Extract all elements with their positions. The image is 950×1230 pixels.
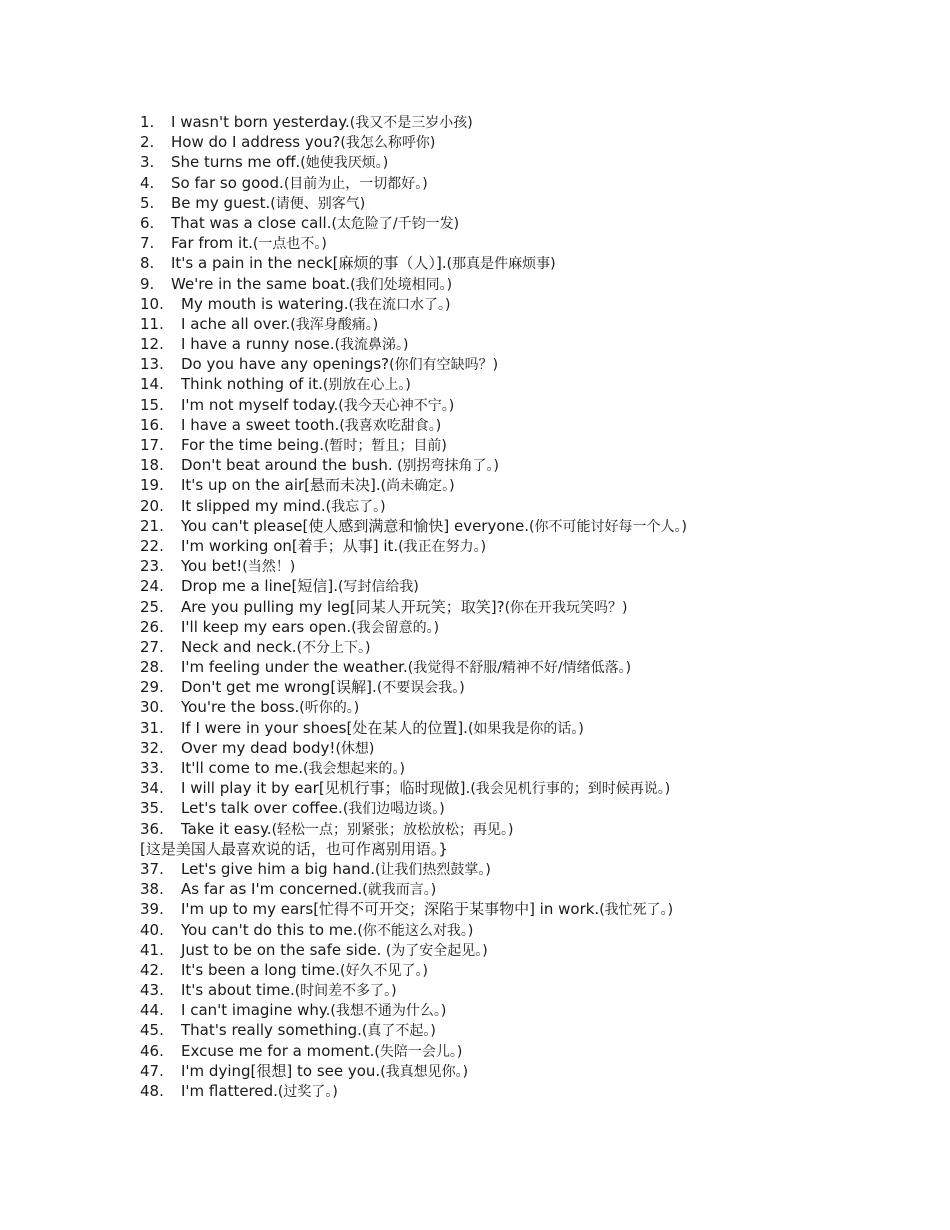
- item-number: 45.: [140, 1021, 164, 1040]
- chinese-translation: (我会想起来的。): [303, 761, 405, 777]
- english-phrase: Do you have any openings?: [181, 355, 390, 374]
- item-number: 28.: [140, 658, 164, 677]
- english-phrase: It'll come to me.: [181, 759, 303, 777]
- list-item: [140, 374, 920, 394]
- list-item: [140, 819, 920, 839]
- list-item: [140, 112, 920, 132]
- list-item: [140, 778, 920, 798]
- english-phrase: Let's talk over coffee.: [181, 799, 343, 818]
- chinese-translation: (失陪一会儿。): [374, 1043, 463, 1060]
- item-number: 6.: [140, 213, 155, 232]
- chinese-translation: (不要误会我。): [376, 680, 465, 697]
- chinese-translation: (听你的。): [299, 700, 360, 717]
- chinese-translation: (我们处境相同。): [350, 276, 453, 293]
- list-item: [140, 132, 920, 152]
- item-number: 3.: [140, 153, 155, 172]
- item-number: 30.: [140, 698, 164, 717]
- english-phrase: As far as I'm concerned.: [181, 880, 363, 899]
- item-number: 41.: [140, 940, 164, 959]
- chinese-translation: (真了不起。): [361, 1023, 436, 1040]
- chinese-translation: (当然！): [242, 559, 296, 576]
- item-number: 38.: [140, 880, 164, 899]
- list-item: [140, 1061, 920, 1081]
- chinese-translation: (轻松一点；别紧张；放松放松；再见。): [271, 821, 514, 838]
- list-item: [140, 879, 920, 899]
- list-item: [140, 697, 920, 717]
- chinese-translation: (她使我厌烦。): [300, 155, 389, 172]
- chinese-translation: (别放在心上。): [322, 377, 411, 394]
- item-number: 37.: [140, 859, 164, 878]
- list-item: [140, 980, 920, 1000]
- item-number: 36.: [140, 819, 164, 838]
- list-item: [140, 193, 920, 213]
- list-item: [140, 213, 920, 233]
- chinese-translation: (请便、别客气): [270, 195, 366, 212]
- english-phrase: Take it easy.: [181, 819, 272, 838]
- list-item: [140, 798, 920, 818]
- item-number: 16.: [140, 415, 164, 434]
- english-phrase: I'm feeling under the weather.: [181, 658, 408, 677]
- item-number: 2.: [140, 133, 155, 152]
- chinese-translation: (一点也不。): [252, 236, 327, 253]
- item-number: 7.: [140, 234, 155, 253]
- english-phrase: I wasn't born yesterday.: [171, 113, 350, 131]
- chinese-translation: (我浑身酸痛。): [290, 316, 379, 333]
- list-item: [140, 314, 920, 334]
- phrase-list: [140, 112, 920, 1101]
- english-phrase: You can't do this to me.: [181, 920, 358, 939]
- english-phrase: You're the boss.: [181, 698, 300, 717]
- list-item: [140, 274, 920, 294]
- item-number: 44.: [140, 1001, 164, 1020]
- chinese-translation: (我在流口水了。): [348, 296, 451, 313]
- english-phrase: I'm dying[很想] to see you.: [181, 1061, 381, 1080]
- item-number: 14.: [140, 375, 164, 394]
- chinese-translation: (那真是件麻烦事): [446, 256, 556, 273]
- list-item: [140, 758, 920, 778]
- list-item: [140, 677, 920, 697]
- chinese-translation: (过奖了。): [277, 1084, 338, 1100]
- chinese-translation: (不分上下。): [296, 639, 371, 656]
- item-number: 19.: [140, 476, 164, 495]
- chinese-translation: (我忘了。): [325, 498, 386, 515]
- list-item: [140, 152, 920, 172]
- english-phrase: Just to be on the safe side.: [181, 940, 382, 959]
- item-number: 1.: [140, 113, 155, 131]
- english-phrase: It's a pain in the neck[麻烦的事（人）].: [171, 254, 447, 273]
- english-phrase: You can't please[使人感到满意和愉快] everyone.: [181, 516, 530, 535]
- chinese-translation: (你在开我玩笑吗？): [504, 599, 628, 616]
- chinese-translation: (我今天心神不宁。): [338, 397, 455, 414]
- list-item: [140, 960, 920, 980]
- list-item: [140, 415, 920, 435]
- chinese-translation: (暂时；暂且；目前): [323, 438, 447, 454]
- list-item: [140, 1041, 920, 1061]
- english-phrase: Neck and neck.: [181, 637, 297, 656]
- list-item: [140, 455, 920, 475]
- item-number: 26.: [140, 617, 164, 636]
- item-number: 25.: [140, 597, 164, 616]
- item-number: 17.: [140, 436, 164, 454]
- list-item: [140, 1000, 920, 1020]
- item-number: 46.: [140, 1041, 164, 1060]
- list-item: [140, 617, 920, 637]
- chinese-translation: (休想): [335, 740, 375, 757]
- list-item: [140, 536, 920, 556]
- chinese-translation: (你们有空缺吗？): [389, 357, 499, 374]
- chinese-translation: (好久不见了。): [340, 962, 428, 979]
- chinese-translation: (我正在努力。): [398, 538, 487, 555]
- chinese-translation: (我忙死了。): [599, 902, 674, 919]
- item-number: 33.: [140, 759, 164, 777]
- english-phrase: How do I address you?: [171, 133, 341, 152]
- item-number: 18.: [140, 456, 164, 475]
- chinese-translation: (如果我是你的话。): [467, 720, 584, 737]
- english-phrase: Be my guest.: [171, 193, 271, 212]
- english-phrase: [这是美国人最喜欢说的话，也可作离别用语。}: [140, 839, 448, 858]
- list-item: [140, 435, 920, 455]
- list-item: [140, 475, 920, 495]
- english-phrase: I'm working on[着手；从事] it.: [181, 536, 399, 555]
- chinese-translation: (你不能这么对我。): [357, 922, 474, 939]
- item-number: 4.: [140, 173, 155, 192]
- item-number: 21.: [140, 516, 164, 535]
- item-number: 15.: [140, 395, 164, 414]
- item-number: 13.: [140, 355, 164, 374]
- list-item: [140, 233, 920, 253]
- item-number: 23.: [140, 557, 164, 576]
- chinese-translation: (我们边喝边谈。): [342, 801, 445, 818]
- english-phrase: That was a close call.: [171, 213, 332, 232]
- english-phrase: I will play it by ear[见机行事；临时现做].: [181, 779, 471, 798]
- english-phrase: Drop me a line[短信].: [181, 577, 338, 596]
- english-phrase: Think nothing of it.: [181, 375, 323, 394]
- item-number: 39.: [140, 900, 164, 919]
- list-item: [140, 556, 920, 576]
- chinese-translation: (为了安全起见。): [381, 942, 488, 959]
- english-phrase: I'll keep my ears open.: [181, 617, 352, 636]
- english-phrase: Let's give him a big hand.: [181, 859, 375, 878]
- list-item: [140, 597, 920, 617]
- chinese-translation: (我会留意的。): [351, 619, 440, 636]
- chinese-translation: (时间差不多了。): [294, 983, 397, 1000]
- item-number: 35.: [140, 799, 164, 818]
- list-item: [140, 920, 920, 940]
- item-number: 11.: [140, 314, 164, 333]
- item-number: 27.: [140, 637, 164, 656]
- english-phrase: It's about time.: [181, 981, 295, 1000]
- item-number: 31.: [140, 718, 164, 737]
- english-phrase: I ache all over.: [181, 314, 291, 333]
- item-number: 22.: [140, 536, 164, 555]
- chinese-translation: (我会见机行事的；到时候再说。): [470, 781, 671, 798]
- item-number: 8.: [140, 254, 155, 273]
- english-phrase: My mouth is watering.: [181, 294, 349, 313]
- item-number: 24.: [140, 577, 164, 596]
- list-item: [140, 576, 920, 596]
- english-phrase: Don't beat around the bush.: [181, 456, 393, 475]
- chinese-translation: (我又不是三岁小孩): [349, 115, 473, 131]
- item-number: 42.: [140, 960, 164, 979]
- chinese-translation: (我喜欢吃甜食。): [339, 417, 442, 434]
- chinese-translation: (我觉得不舒服/精神不好/情绪低落。): [407, 660, 632, 677]
- english-phrase: I'm flattered.: [181, 1082, 278, 1100]
- english-phrase: I have a runny nose.: [181, 335, 335, 354]
- list-item: [140, 718, 920, 738]
- list-item: [140, 354, 920, 374]
- list-item: [140, 334, 920, 354]
- chinese-translation: (我怎么称呼你): [340, 135, 436, 152]
- english-phrase: I can't imagine why.: [181, 1001, 331, 1020]
- chinese-translation: (尚未确定。): [380, 478, 455, 495]
- item-number: 29.: [140, 678, 164, 697]
- english-phrase: For the time being.: [181, 436, 324, 454]
- list-item: [140, 395, 920, 415]
- english-phrase: It's been a long time.: [181, 960, 341, 979]
- list-item: [140, 1020, 920, 1040]
- chinese-translation: (太危险了/千钧一发): [331, 215, 460, 232]
- list-item: [140, 899, 920, 919]
- english-phrase: She turns me off.: [171, 153, 301, 172]
- item-number: 40.: [140, 920, 164, 939]
- chinese-translation: (就我而言。): [362, 882, 437, 899]
- item-number: 20.: [140, 496, 164, 515]
- english-phrase: Over my dead body!: [181, 738, 336, 757]
- english-phrase: I have a sweet tooth.: [181, 415, 340, 434]
- item-number: 12.: [140, 335, 164, 354]
- chinese-translation: (写封信给我): [337, 579, 419, 596]
- item-number: 9.: [140, 274, 155, 293]
- list-item: [140, 253, 920, 273]
- list-item: [140, 738, 920, 758]
- english-phrase: Are you pulling my leg[同某人开玩笑；取笑]?: [181, 597, 505, 616]
- list-item: [140, 294, 920, 314]
- list-item: [140, 940, 920, 960]
- english-phrase: It slipped my mind.: [181, 496, 326, 515]
- chinese-translation: (目前为止，一切都好。): [283, 175, 428, 192]
- english-phrase: You bet!: [181, 557, 243, 576]
- english-phrase: I'm up to my ears[忙得不可开交；深陷于某事物中] in work.: [181, 900, 600, 919]
- english-phrase: So far so good.: [171, 173, 284, 192]
- list-item: [140, 859, 920, 879]
- chinese-translation: (我想不通为什么。): [330, 1003, 447, 1020]
- item-number: 5.: [140, 193, 155, 212]
- item-number: 47.: [140, 1061, 164, 1080]
- english-phrase: That's really something.: [181, 1021, 362, 1040]
- chinese-translation: (我流鼻涕。): [334, 337, 409, 354]
- item-number: 48.: [140, 1082, 164, 1100]
- english-phrase: Far from it.: [171, 234, 253, 253]
- list-item: [140, 1081, 920, 1101]
- item-number: 10.: [140, 294, 164, 313]
- item-number: 43.: [140, 981, 164, 1000]
- item-number: 32.: [140, 738, 164, 757]
- chinese-translation: (别拐弯抹角了。): [392, 458, 499, 475]
- list-item: [140, 839, 920, 859]
- list-item: [140, 173, 920, 193]
- english-phrase: Don't get me wrong[误解].: [181, 678, 377, 697]
- english-phrase: I'm not myself today.: [181, 395, 339, 414]
- chinese-translation: (你不可能讨好每一个人。): [529, 518, 687, 535]
- english-phrase: Excuse me for a moment.: [181, 1041, 375, 1060]
- english-phrase: It's up on the air[悬而未决].: [181, 476, 381, 495]
- english-phrase: If I were in your shoes[处在某人的位置].: [181, 718, 468, 737]
- item-number: 34.: [140, 779, 164, 798]
- list-item: [140, 496, 920, 516]
- list-item: [140, 637, 920, 657]
- list-item: [140, 657, 920, 677]
- list-item: [140, 516, 920, 536]
- chinese-translation: (让我们热烈鼓掌。): [374, 861, 491, 878]
- chinese-translation: (我真想见你。): [380, 1063, 469, 1080]
- english-phrase: We're in the same boat.: [171, 274, 351, 293]
